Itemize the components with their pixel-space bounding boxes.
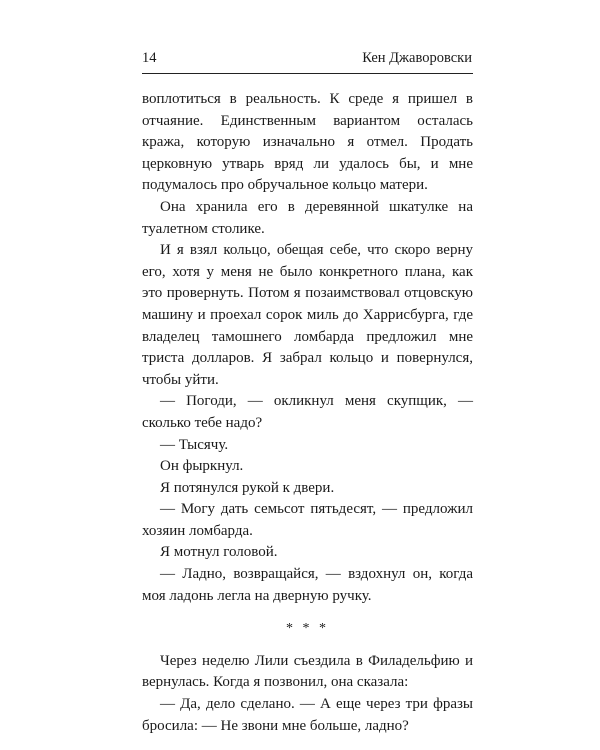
dialogue-line: — Да, дело сделано. — А еще через три фразы бросила: — Не звони мне больше, ладно? <box>142 696 473 734</box>
paragraph: Она хранила его в деревянной шкатулке на туалетном столике. <box>142 198 473 237</box>
paragraph: Я мотнул головой. <box>160 544 278 561</box>
paragraph: И я взял кольцо, обещая себе, что скоро верну его, хотя у меня не было конкретного плана, как это провернуть. Потом я позаимствовал отцовскую машину и проехал сорок миль до Харрисбурга, где владелец тамошнего ломбарда предложил мне триста долларов. Я забрал кольцо и повернулся, чтобы уйти. <box>142 242 473 388</box>
paragraph: Через неделю Лили съездила в Филадельфию и вернулась. Когда я позвонил, она сказала: <box>142 652 473 691</box>
paragraph: воплотиться в реальность. К среде я пришел в отчаяние. Единственным вариантом осталась кража, которую изначально я отмел. Продать церковную утварь вряд ли удалось бы, и мне подумалось про обручальное кольцо матери. <box>142 91 473 194</box>
dialogue-line: — Могу дать семьсот пятьдесят, — предложил хозяин ломбарда. <box>142 501 473 539</box>
running-title: Кен Джаворовски <box>362 50 472 66</box>
dialogue-line: — Погоди, — окликнул меня скупщик, — сколько тебе надо? <box>142 393 473 431</box>
dialogue-line: — Тысячу. <box>160 436 229 453</box>
section-separator: * * * <box>286 621 329 637</box>
dialogue-line: — Ладно, возвращайся, — вздохнул он, когда моя ладонь легла на дверную ручку. <box>142 566 473 604</box>
running-header <box>142 46 472 70</box>
page-number: 14 <box>142 50 157 66</box>
header-rule <box>142 73 473 74</box>
paragraph: Он фыркнул. <box>160 458 244 475</box>
body-text <box>142 89 473 737</box>
paragraph: Я потянулся рукой к двери. <box>160 479 335 496</box>
